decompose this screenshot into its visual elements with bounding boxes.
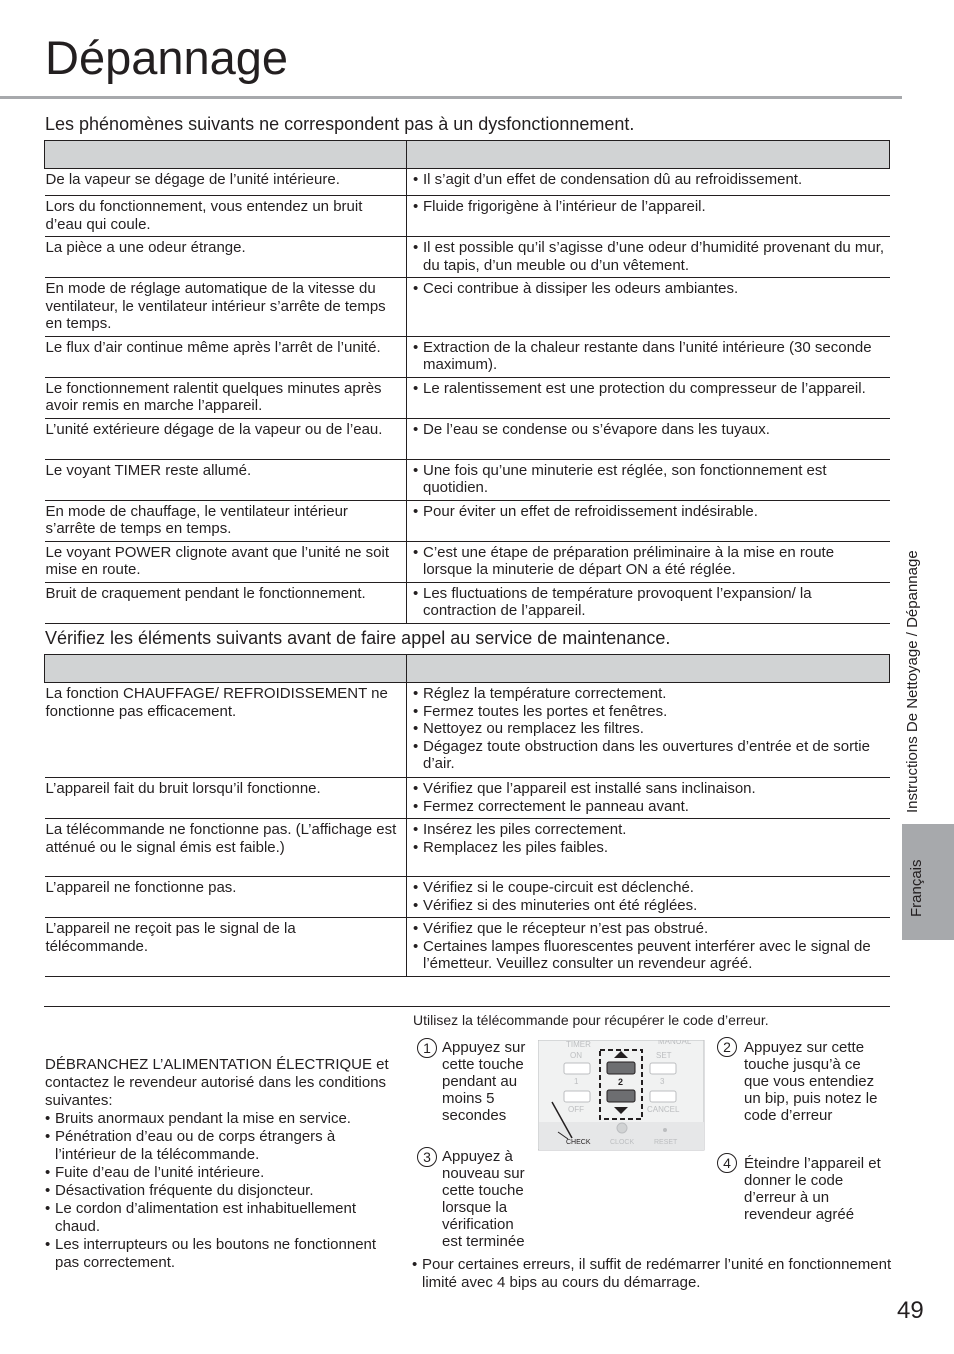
symptom-cell: En mode de chauffage, le ventilateur intérieur s’arrête de temps en temps.	[45, 500, 407, 541]
cause-item: • Extraction de la chaleur restante dans l’unité intérieure (30 seconde maximum).	[413, 339, 886, 374]
table-row	[45, 541, 890, 582]
unplug-item: • Pénétration d’eau ou de corps étrangers à l’intérieur de la télécommande.	[45, 1128, 390, 1164]
table-row	[45, 918, 890, 977]
language-tab-label: Français	[908, 859, 925, 917]
symptom-cell: L’unité extérieure dégage de la vapeur ou de l’eau.	[45, 418, 407, 459]
table-row	[45, 819, 890, 877]
symptom-cell: En mode de réglage automatique de la vitesse du ventilateur, le ventilateur intérieur s’arrête de temps en temps.	[45, 278, 407, 337]
cause-cell	[407, 778, 890, 819]
symptom-cell: L’appareil ne fonctionne pas.	[45, 877, 407, 918]
cause-item: • Vérifiez que l’appareil est installé sans inclinaison.	[413, 780, 886, 798]
cause-cell	[407, 582, 890, 623]
step-number-3: 3	[417, 1147, 437, 1167]
table-header-cell	[45, 655, 407, 683]
cause-item: • De l’eau se condense ou s’évapore dans les tuyaux.	[413, 421, 886, 439]
unplug-lead	[45, 1056, 390, 1110]
symptom-cell: La télécommande ne fonctionne pas. (L’affichage est atténué ou le signal émis est faible.)	[45, 819, 407, 877]
step-number-1: 1	[417, 1038, 437, 1058]
language-tab	[902, 824, 954, 940]
symptom-cell: L’appareil ne reçoit pas le signal de la télécommande.	[45, 918, 407, 977]
cause-cell	[407, 336, 890, 377]
table-row	[45, 683, 890, 778]
symptom-cell: Lors du fonctionnement, vous entendez un bruit d’eau qui coule.	[45, 196, 407, 237]
remote-reset-button[interactable]	[663, 1128, 667, 1132]
cause-cell	[407, 377, 890, 418]
table-row	[45, 877, 890, 918]
cause-item: • Pour éviter un effet de refroidissement indésirable.	[413, 503, 886, 521]
cause-item: • Il s’agit d’un effet de condensation dû au refroidissement.	[413, 171, 886, 189]
table-row	[45, 778, 890, 819]
symptom-cell: Bruit de craquement pendant le fonctionnement.	[45, 582, 407, 623]
error-step-4-text: Éteindre l’appareil et donner le code d’erreur à un revendeur agréé	[744, 1155, 881, 1223]
symptom-cell: De la vapeur se dégage de l’unité intérieure.	[45, 169, 407, 196]
remote-on-button[interactable]	[564, 1063, 590, 1074]
title-divider	[0, 96, 902, 99]
step-number-4: 4	[717, 1153, 737, 1173]
remote-label-reset: RESET	[654, 1139, 678, 1146]
symptom-cell: Le flux d’air continue même après l’arrêt de l’unité.	[45, 336, 407, 377]
unplug-list	[45, 1110, 390, 1272]
remote-label-clock: CLOCK	[610, 1139, 635, 1146]
cause-cell	[407, 918, 890, 977]
unplug-item: • Les interrupteurs ou les boutons ne fonctionnent pas correctement.	[45, 1236, 390, 1272]
section-divider	[44, 1006, 890, 1007]
cause-cell	[407, 500, 890, 541]
cause-item: • Vérifiez si des minuteries ont été réglées.	[413, 897, 886, 915]
normal-phenomena-table	[44, 140, 890, 624]
remote-label-cancel: CANCEL	[647, 1105, 680, 1114]
remote-label-manual: MANUAL	[658, 1040, 692, 1046]
cause-item: • Ceci contribue à dissiper les odeurs ambiantes.	[413, 280, 886, 298]
cause-cell	[407, 459, 890, 500]
table-row	[45, 582, 890, 623]
cause-item: • Fluide frigorigène à l’intérieur de l’appareil.	[413, 198, 886, 216]
table-header-cell	[407, 141, 890, 169]
error-step-1	[417, 1038, 437, 1058]
cause-cell	[407, 877, 890, 918]
cause-item: • Une fois qu’une minuterie est réglée, son fonctionnement est quotidien.	[413, 462, 886, 497]
table-row	[45, 336, 890, 377]
side-label: Instructions De Nettoyage / Dépannage	[904, 550, 921, 813]
table-row	[45, 237, 890, 278]
unplug-item: • Fuite d’eau de l’unité intérieure.	[45, 1164, 390, 1182]
unplug-block	[45, 1056, 390, 1272]
error-code-intro: Utilisez la télécommande pour récupérer le code d’erreur.	[413, 1012, 769, 1028]
table-header-cell	[407, 655, 890, 683]
remote-label-off: OFF	[568, 1105, 584, 1114]
remote-clock-button[interactable]	[617, 1123, 627, 1133]
error-step-4	[717, 1153, 737, 1173]
cause-item: • Vérifiez si le coupe-circuit est déclenché.	[413, 879, 886, 897]
cause-item: • Réglez la température correctement.	[413, 685, 886, 703]
symptom-cell: Le fonctionnement ralentit quelques minutes après avoir remis en marche l’appareil.	[45, 377, 407, 418]
table-row	[45, 196, 890, 237]
cause-cell	[407, 683, 890, 778]
remote-label-on: ON	[570, 1051, 582, 1060]
error-step-3	[417, 1147, 437, 1167]
cause-cell	[407, 541, 890, 582]
table-row	[45, 459, 890, 500]
unplug-lead-rest: et contactez le revendeur autorisé dans les conditions suivantes:	[45, 1056, 389, 1109]
table-row	[45, 169, 890, 196]
remote-set-button[interactable]	[650, 1063, 676, 1074]
remote-control-diagram	[538, 1040, 706, 1152]
section2-heading: Vérifiez les éléments suivants avant de faire appel au service de maintenance.	[45, 628, 671, 648]
table-row	[45, 278, 890, 337]
cause-item: • Vérifiez que le récepteur n’est pas obstrué.	[413, 920, 886, 938]
unplug-lead-caps: DÉBRANCHEZ L’ALIMENTATION ÉLECTRIQUE	[45, 1056, 372, 1073]
symptom-cell: L’appareil fait du bruit lorsqu’il fonctionne.	[45, 778, 407, 819]
cause-item: • Le ralentissement est une protection du compresseur de l’appareil.	[413, 380, 886, 398]
cause-item: • C’est une étape de préparation préliminaire à la mise en route lorsque la minuterie de départ ON a été réglée.	[413, 544, 886, 579]
cause-item: • Fermez toutes les portes et fenêtres.	[413, 703, 886, 721]
symptom-cell: La pièce a une odeur étrange.	[45, 237, 407, 278]
remote-label-timer: TIMER	[566, 1040, 591, 1049]
remote-label-2: 2	[618, 1077, 624, 1087]
remote-down-button[interactable]	[607, 1090, 635, 1102]
cause-item: • Certaines lampes fluorescentes peuvent interférer avec le signal de l’émetteur. Veuillez consulter un revendeur agréé.	[413, 938, 886, 973]
remote-label-check: CHECK	[566, 1139, 591, 1146]
cause-item: • Fermez correctement le panneau avant.	[413, 798, 886, 816]
remote-off-button[interactable]	[564, 1091, 590, 1102]
cause-item: • Il est possible qu’il s’agisse d’une odeur d’humidité provenant du mur, du tapis, d’un meuble ou d’un vêtement.	[413, 239, 886, 274]
page-number: 49	[897, 1297, 924, 1324]
symptom-cell: Le voyant POWER clignote avant que l’unité ne soit mise en route.	[45, 541, 407, 582]
cause-item: • Insérez les piles correctement.	[413, 821, 886, 839]
cause-item: • Dégagez toute obstruction dans les ouvertures d’entrée et de sortie d’air.	[413, 738, 886, 773]
error-step-1-text: Appuyez sur cette touche pendant au moins 5 secondes	[442, 1039, 526, 1124]
table-header-cell	[45, 141, 407, 169]
remote-label-set: SET	[656, 1051, 672, 1060]
error-step-2	[717, 1037, 737, 1057]
remote-label-1: 1	[574, 1077, 579, 1086]
cause-cell	[407, 169, 890, 196]
remote-cancel-button[interactable]	[650, 1091, 676, 1102]
section1-heading: Les phénomènes suivants ne correspondent pas à un dysfonctionnement.	[45, 114, 635, 134]
cause-item: • Les fluctuations de température provoquent l’expansion/ la contraction de l’appareil.	[413, 585, 886, 620]
cause-cell	[407, 196, 890, 237]
unplug-item: • Bruits anormaux pendant la mise en service.	[45, 1110, 390, 1128]
error-step-2-text: Appuyez sur cette touche jusqu’à ce que vous entendiez un bip, puis notez le code d’erreur	[744, 1039, 878, 1124]
cause-item: • Nettoyez ou remplacez les filtres.	[413, 720, 886, 738]
remote-up-button[interactable]	[607, 1062, 635, 1074]
table-row	[45, 377, 890, 418]
table-row	[45, 500, 890, 541]
symptom-cell: Le voyant TIMER reste allumé.	[45, 459, 407, 500]
error-step-3-text: Appuyez à nouveau sur cette touche lorsque la vérification est terminée	[442, 1148, 525, 1250]
cause-item: • Remplacez les piles faibles.	[413, 839, 886, 857]
unplug-item: • Le cordon d’alimentation est inhabituellement chaud.	[45, 1200, 390, 1236]
unplug-item: • Désactivation fréquente du disjoncteur.	[45, 1182, 390, 1200]
symptom-cell: La fonction CHAUFFAGE/ REFROIDISSEMENT ne fonctionne pas efficacement.	[45, 683, 407, 778]
page-title: Dépannage	[45, 31, 289, 84]
service-check-table	[44, 654, 890, 977]
cause-cell	[407, 237, 890, 278]
table-row	[45, 418, 890, 459]
cause-cell	[407, 418, 890, 459]
remote-label-3: 3	[660, 1077, 665, 1086]
step-number-2: 2	[717, 1037, 737, 1057]
error-code-note: • Pour certaines erreurs, il suffit de redémarrer l’unité en fonctionnement limité avec 4 bips au cours du démarrage.	[412, 1256, 892, 1292]
cause-cell	[407, 278, 890, 337]
cause-cell	[407, 819, 890, 877]
